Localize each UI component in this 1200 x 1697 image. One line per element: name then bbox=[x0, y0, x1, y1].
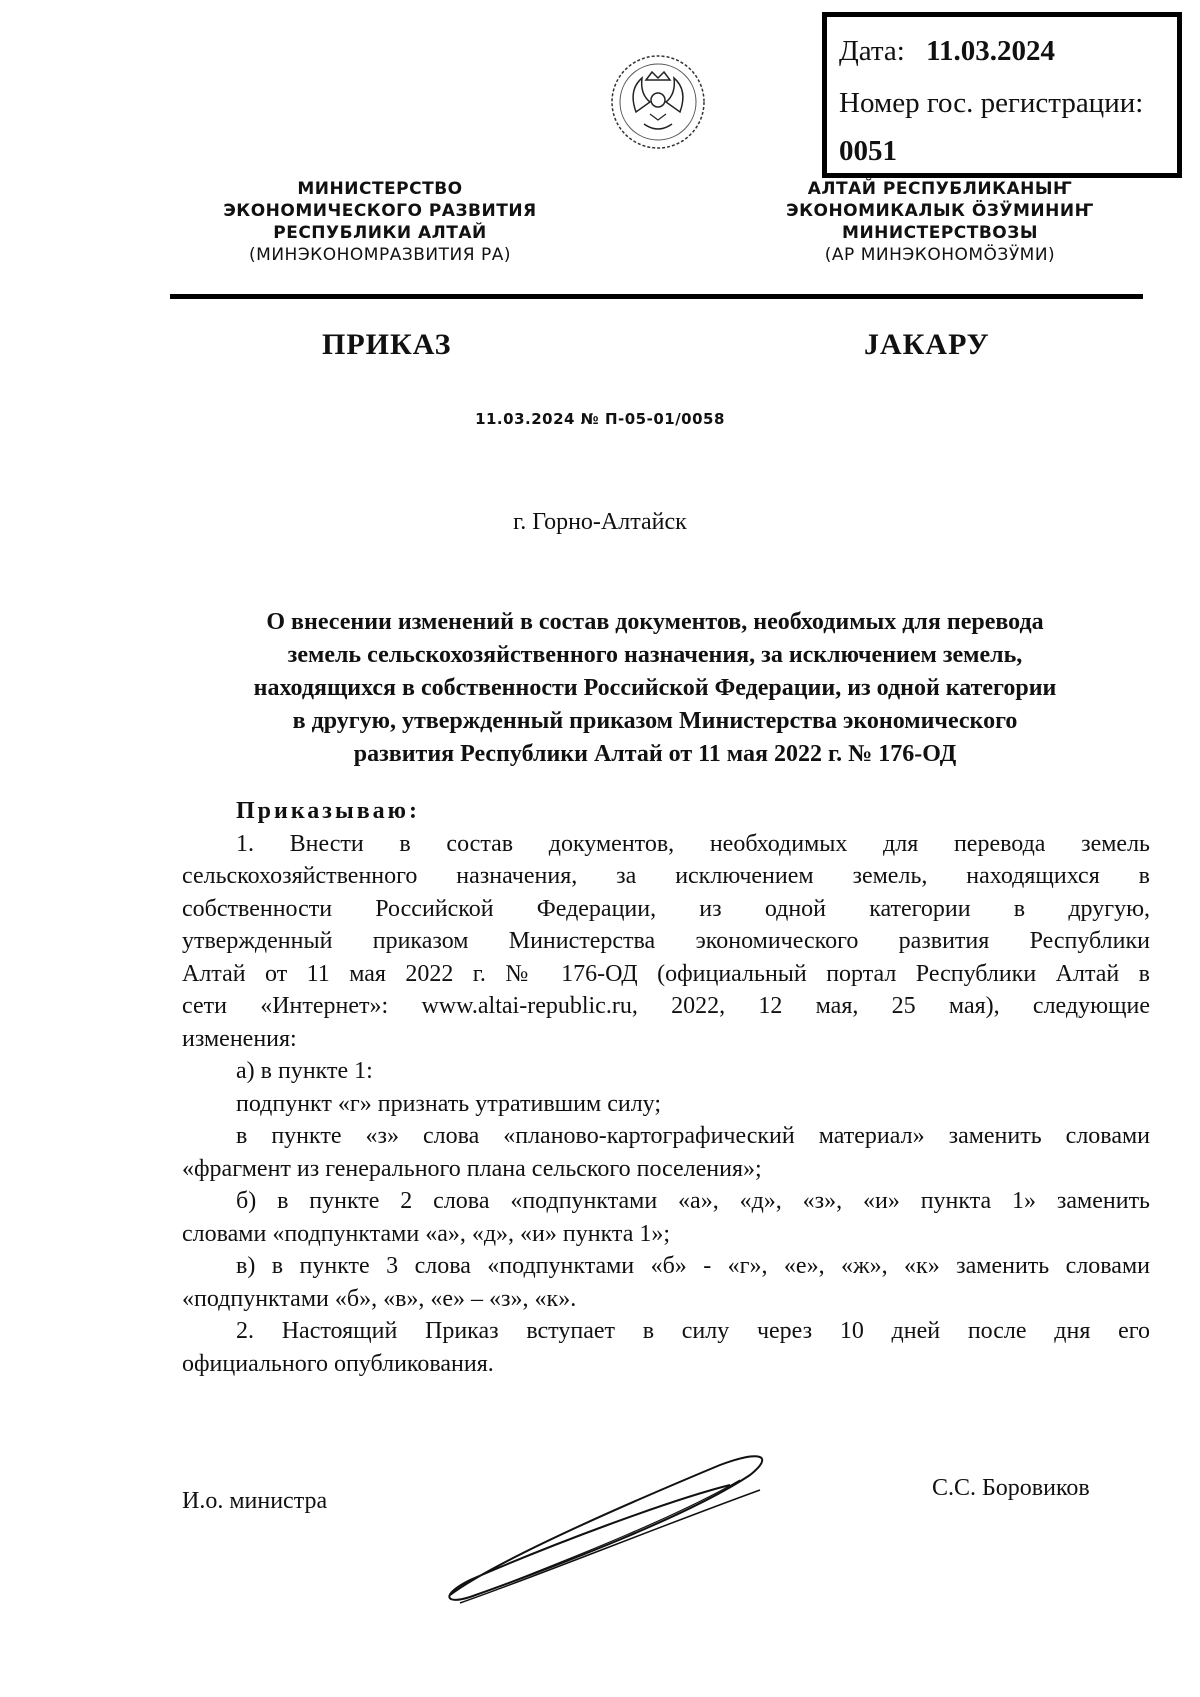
body-line: подпункт «г» признать утратившим силу; bbox=[236, 1090, 662, 1117]
body-line: 2. Настоящий Приказ вступает в силу через 10 дней после дня его bbox=[236, 1318, 1150, 1344]
signatory-name: С.С. Боровиков bbox=[932, 1475, 1090, 1501]
body-line: в) в пункте 3 слова «подпунктами «б» - «г», «е», «ж», «к» заменить словами bbox=[236, 1253, 1150, 1279]
header-alt-line: (АР МИНЭКОНОМӦЗӰМИ) bbox=[824, 245, 1056, 265]
body-line: «подпунктами «б», «в», «е» – «з», «к». bbox=[182, 1285, 577, 1312]
title-prikaz: ПРИКАЗ bbox=[322, 328, 452, 361]
subject-line: в другую, утвержденный приказом Министерства экономического bbox=[292, 708, 1018, 734]
body-line: официального опубликования. bbox=[182, 1350, 494, 1377]
body-line: утвержденный приказом Министерства экономического развития Республики bbox=[182, 928, 1150, 954]
header-alt-line: ЭКОНОМИКАЛЫК ӦЗӰМИНИҤ bbox=[786, 201, 1094, 221]
order-body bbox=[182, 795, 1150, 1380]
reg-number-value: 0051 bbox=[839, 135, 897, 167]
handwritten-signature bbox=[430, 1445, 790, 1610]
subject-line: О внесении изменений в состав документов, необходимых для перевода bbox=[266, 609, 1044, 635]
header-alt-line: АЛТАЙ РЕСПУБЛИКАНЫҤ bbox=[807, 179, 1073, 199]
body-line: словами «подпунктами «а», «д», «и» пункта 1»; bbox=[182, 1220, 671, 1247]
reg-number-label: Номер гос. регистрации: bbox=[839, 87, 1144, 119]
decree-word: Приказываю: bbox=[236, 798, 420, 824]
body-line: в пункте «з» слова «планово-картографический материал» заменить словами bbox=[236, 1123, 1150, 1149]
title-jakaru: JАКАРУ bbox=[864, 328, 990, 361]
ministry-header-ru bbox=[200, 178, 560, 266]
body-line: изменения: bbox=[182, 1025, 297, 1052]
header-ru-line: (МИНЭКОНОМРАЗВИТИЯ РА) bbox=[249, 245, 511, 265]
body-line: собственности Российской Федерации, из одной категории в другую, bbox=[182, 895, 1150, 922]
order-subject bbox=[175, 606, 1135, 771]
reg-date-value: 11.03.2024 bbox=[926, 35, 1056, 67]
body-line: 1. Внести в состав документов, необходимых для перевода земель bbox=[236, 830, 1150, 857]
city: г. Горно-Алтайск bbox=[513, 509, 687, 535]
reg-date-label: Дата: bbox=[839, 35, 905, 67]
signatory-role: И.о. министра bbox=[182, 1488, 328, 1514]
header-divider bbox=[170, 294, 1143, 299]
body-line: б) в пункте 2 слова «подпунктами «а», «д», «з», «и» пункта 1» заменить bbox=[236, 1188, 1150, 1214]
coat-of-arms-emblem bbox=[606, 50, 710, 154]
order-number: 11.03.2024 № П-05-01/0058 bbox=[475, 410, 725, 428]
body-line: «фрагмент из генерального плана сельского поселения»; bbox=[182, 1155, 762, 1182]
body-line: Алтай от 11 мая 2022 г. № 176-ОД (официальный портал Республики Алтай в bbox=[182, 960, 1150, 987]
body-line: сети «Интернет»: www.altai-republic.ru, 2022, 12 мая, 25 мая), следующие bbox=[182, 993, 1150, 1019]
ministry-header-alt bbox=[760, 178, 1120, 266]
registration-stamp bbox=[822, 12, 1182, 178]
header-ru-line: ЭКОНОМИЧЕСКОГО РАЗВИТИЯ bbox=[223, 201, 537, 221]
subject-line: развития Республики Алтай от 11 мая 2022 г. № 176-ОД bbox=[353, 741, 957, 767]
header-alt-line: МИНИСТЕРСТВОЗЫ bbox=[842, 223, 1038, 243]
header-ru-line: РЕСПУБЛИКИ АЛТАЙ bbox=[273, 223, 487, 243]
body-line: а) в пункте 1: bbox=[236, 1058, 373, 1084]
body-line: сельскохозяйственного назначения, за исключением земель, находящихся в bbox=[182, 863, 1150, 889]
subject-line: земель сельскохозяйственного назначения, за исключением земель, bbox=[287, 642, 1023, 668]
header-ru-line: МИНИСТЕРСТВО bbox=[297, 179, 463, 199]
subject-line: находящихся в собственности Российской Федерации, из одной категории bbox=[253, 675, 1057, 701]
